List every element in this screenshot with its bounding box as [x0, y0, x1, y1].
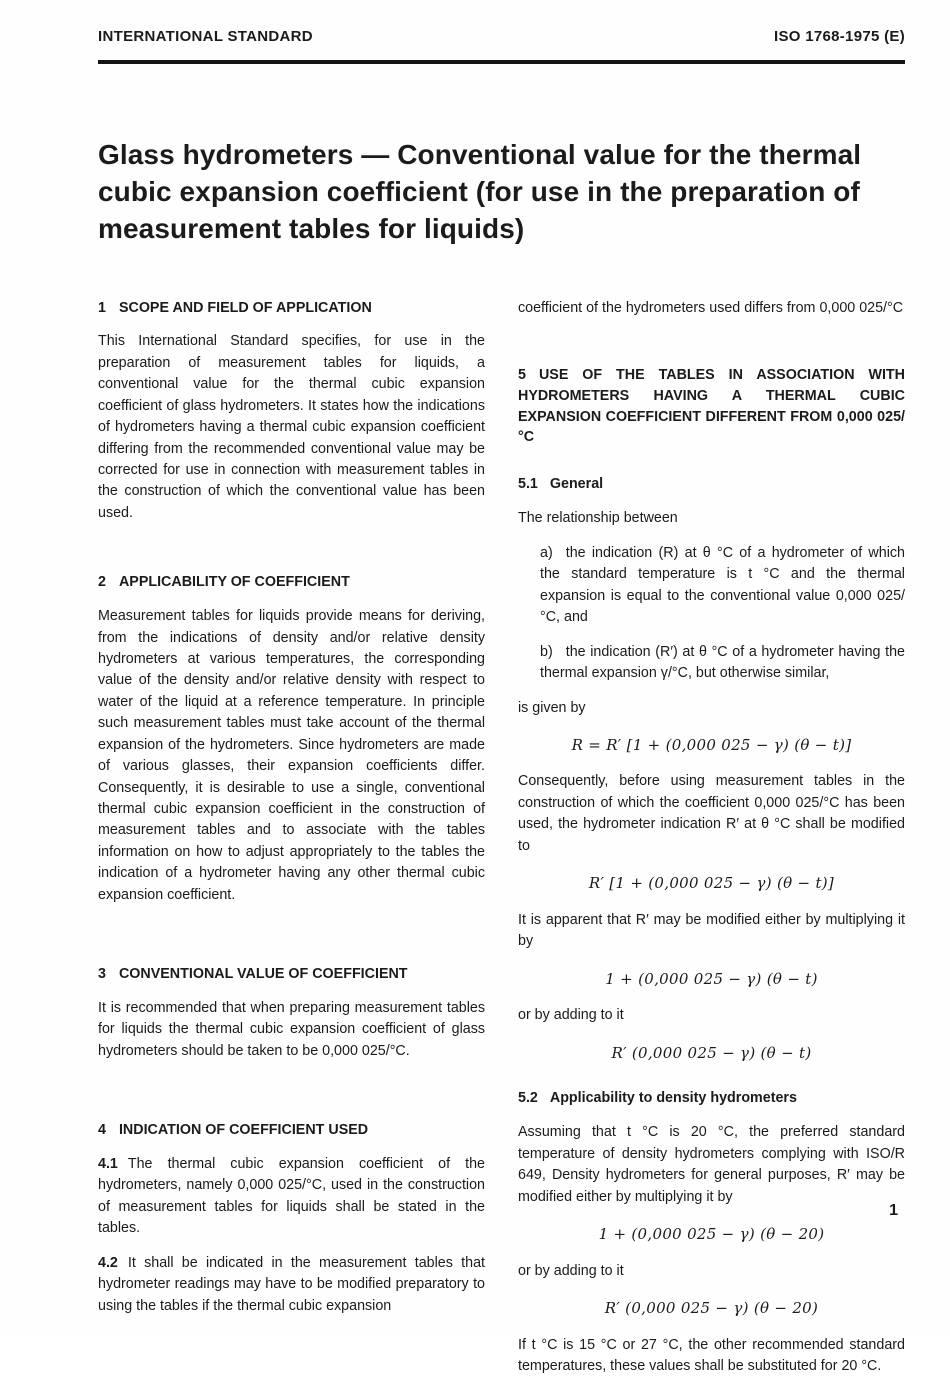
section-3-heading [98, 964, 485, 985]
list-item-a-text: the indication (R) at θ °C of a hydrometer of which the standard temperature is t °C and the thermal expansion is equal to the conventional value 0,000 025/°C, and [540, 544, 905, 626]
formula-multiplier-20: 1 + (0,000 025 − γ) (θ − 20) [598, 1225, 825, 1244]
section-2-heading [98, 572, 485, 593]
section-5-number: 5 [518, 367, 526, 384]
section-1-paragraph: This International Standard specifies, for use in the preparation of measurement tables for liquids, a conventional value for the thermal cubic expansion coefficient of glass hydrometers. It states how the indications of hydrometers having a thermal cubic expansion coefficient differing from the recommended conventional value may be corrected for use in connection with measurement tables in the construction of which the conventional value has been used. [98, 333, 485, 521]
section-5-heading [518, 365, 905, 448]
two-column-body [98, 298, 905, 1378]
page-header [98, 28, 905, 45]
substitute-paragraph: If t °C is 15 °C or 27 °C, the other recommended standard temperatures, these values shall be substituted for 20 °C. [518, 1336, 905, 1375]
clause-5-2-heading [518, 1088, 905, 1109]
section-4-title: INDICATION OF COEFFICIENT USED [118, 1122, 369, 1139]
formula-modified-indication: R′ [1 + (0,000 025 − γ) (θ − t)] [588, 874, 835, 893]
document-title: Glass hydrometers — Conventional value for the thermal cubic expansion coefficient (for use in the preparation of measurement tables for liquids) [98, 139, 862, 245]
section-1-heading [98, 298, 485, 319]
clause-5-2-number: 5.2 [518, 1090, 538, 1107]
or-adding-text-1: or by adding to it [518, 1007, 624, 1024]
list-marker-a: a) [540, 544, 553, 561]
formula-addend: R′ (0,000 025 − γ) (θ − t) [611, 1043, 812, 1062]
section-5-title: USE OF THE TABLES IN ASSOCIATION WITH HYDROMETERS HAVING A THERMAL CUBIC EXPANSION COEFFICIENT DIFFERENT FROM 0,000 025/°C [518, 367, 905, 446]
section-2-title: APPLICABILITY OF COEFFICIENT [118, 574, 350, 591]
right-column [518, 298, 905, 1378]
list-item-a [540, 543, 905, 629]
section-2-number: 2 [98, 574, 106, 591]
page-number: 1 [889, 1202, 898, 1219]
header-standard-reference: ISO 1768-1975 (E) [773, 28, 905, 45]
clause-5-1-title: General [549, 476, 604, 493]
clause-4-2-text: It shall be indicated in the measurement tables that hydrometer readings may have to be modified preparatory to using the tables if the thermal cubic expansion [98, 1254, 485, 1314]
formula-multiplier: 1 + (0,000 025 − γ) (θ − t) [605, 969, 818, 988]
section-4-heading [98, 1120, 485, 1141]
section-1-number: 1 [98, 299, 106, 316]
section-3-paragraph: It is recommended that when preparing measurement tables for liquids the thermal cubic expansion coefficient of glass hydrometers should be taken to be 0,000 025/°C. [98, 999, 485, 1059]
apparent-paragraph: It is apparent that R′ may be modified either by multiplying it by [518, 911, 905, 950]
clause-5-2-title: Applicability to density hydrometers [549, 1090, 797, 1107]
or-adding-text-2: or by adding to it [518, 1262, 624, 1279]
section-3-number: 3 [98, 966, 106, 983]
header-document-type: INTERNATIONAL STANDARD [98, 28, 313, 45]
clause-4-2-continuation: coefficient of the hydrometers used differs from 0,000 025/°C [518, 299, 904, 316]
formula-addend-20: R′ (0,000 025 − γ) (θ − 20) [604, 1299, 819, 1318]
header-rule [98, 60, 905, 64]
section-1-title: SCOPE AND FIELD OF APPLICATION [118, 299, 372, 316]
left-column [98, 298, 485, 1378]
clause-5-1-heading [518, 474, 905, 495]
clause-4-1-number: 4.1 [98, 1155, 118, 1172]
clause-4-2-paragraph [98, 1253, 485, 1317]
formula-main-relationship: R = R′ [1 + (0,000 025 − γ) (θ − t)] [571, 735, 852, 754]
list-item-b-text: the indication (R′) at θ °C of a hydrometer having the thermal expansion γ/°C, but otherwise similar, [540, 643, 905, 682]
clause-5-1-number: 5.1 [518, 476, 538, 493]
section-3-title: CONVENTIONAL VALUE OF COEFFICIENT [118, 966, 408, 983]
clause-4-1-paragraph [98, 1154, 485, 1240]
section-4-number: 4 [98, 1122, 106, 1139]
clause-4-2-number: 4.2 [98, 1254, 118, 1271]
relationship-intro: The relationship between [518, 510, 678, 527]
list-item-b [540, 642, 905, 685]
section-2-paragraph: Measurement tables for liquids provide means for deriving, from the indications of density and/or relative density hydrometers at various temperatures, the corresponding value of the density and/or relative density with respect to water of the liquid at a reference temperature. In principle such measurement tables must take account of the thermal expansion of the hydrometers. Since hydrometers are made of various glasses, their expansion coefficients differ. Consequently, it is desirable to use a single, conventional thermal cubic expansion coefficient in the construction of measurement tables and to associate with the tables information on how to adjust appropriately to the tables the indication of a hydrometer having any other thermal cubic expansion coefficient. [98, 608, 485, 903]
clause-4-1-text: The thermal cubic expansion coefficient of the hydrometers, namely 0,000 025/°C, used in the construction of measurement tables for liquids shall be stated in the tables. [98, 1155, 485, 1237]
consequently-paragraph: Consequently, before using measurement tables in the construction of which the coefficient 0,000 025/°C has been used, the hydrometer indication R′ at θ °C shall be modified to [518, 773, 905, 854]
assuming-paragraph: Assuming that t °C is 20 °C, the preferred standard temperature of density hydrometers complying with ISO/R 649, Density hydrometers for general purposes, R′ may be modified either by multiplying it by [518, 1124, 905, 1205]
given-by-text: is given by [518, 699, 586, 716]
list-marker-b: b) [540, 643, 553, 660]
